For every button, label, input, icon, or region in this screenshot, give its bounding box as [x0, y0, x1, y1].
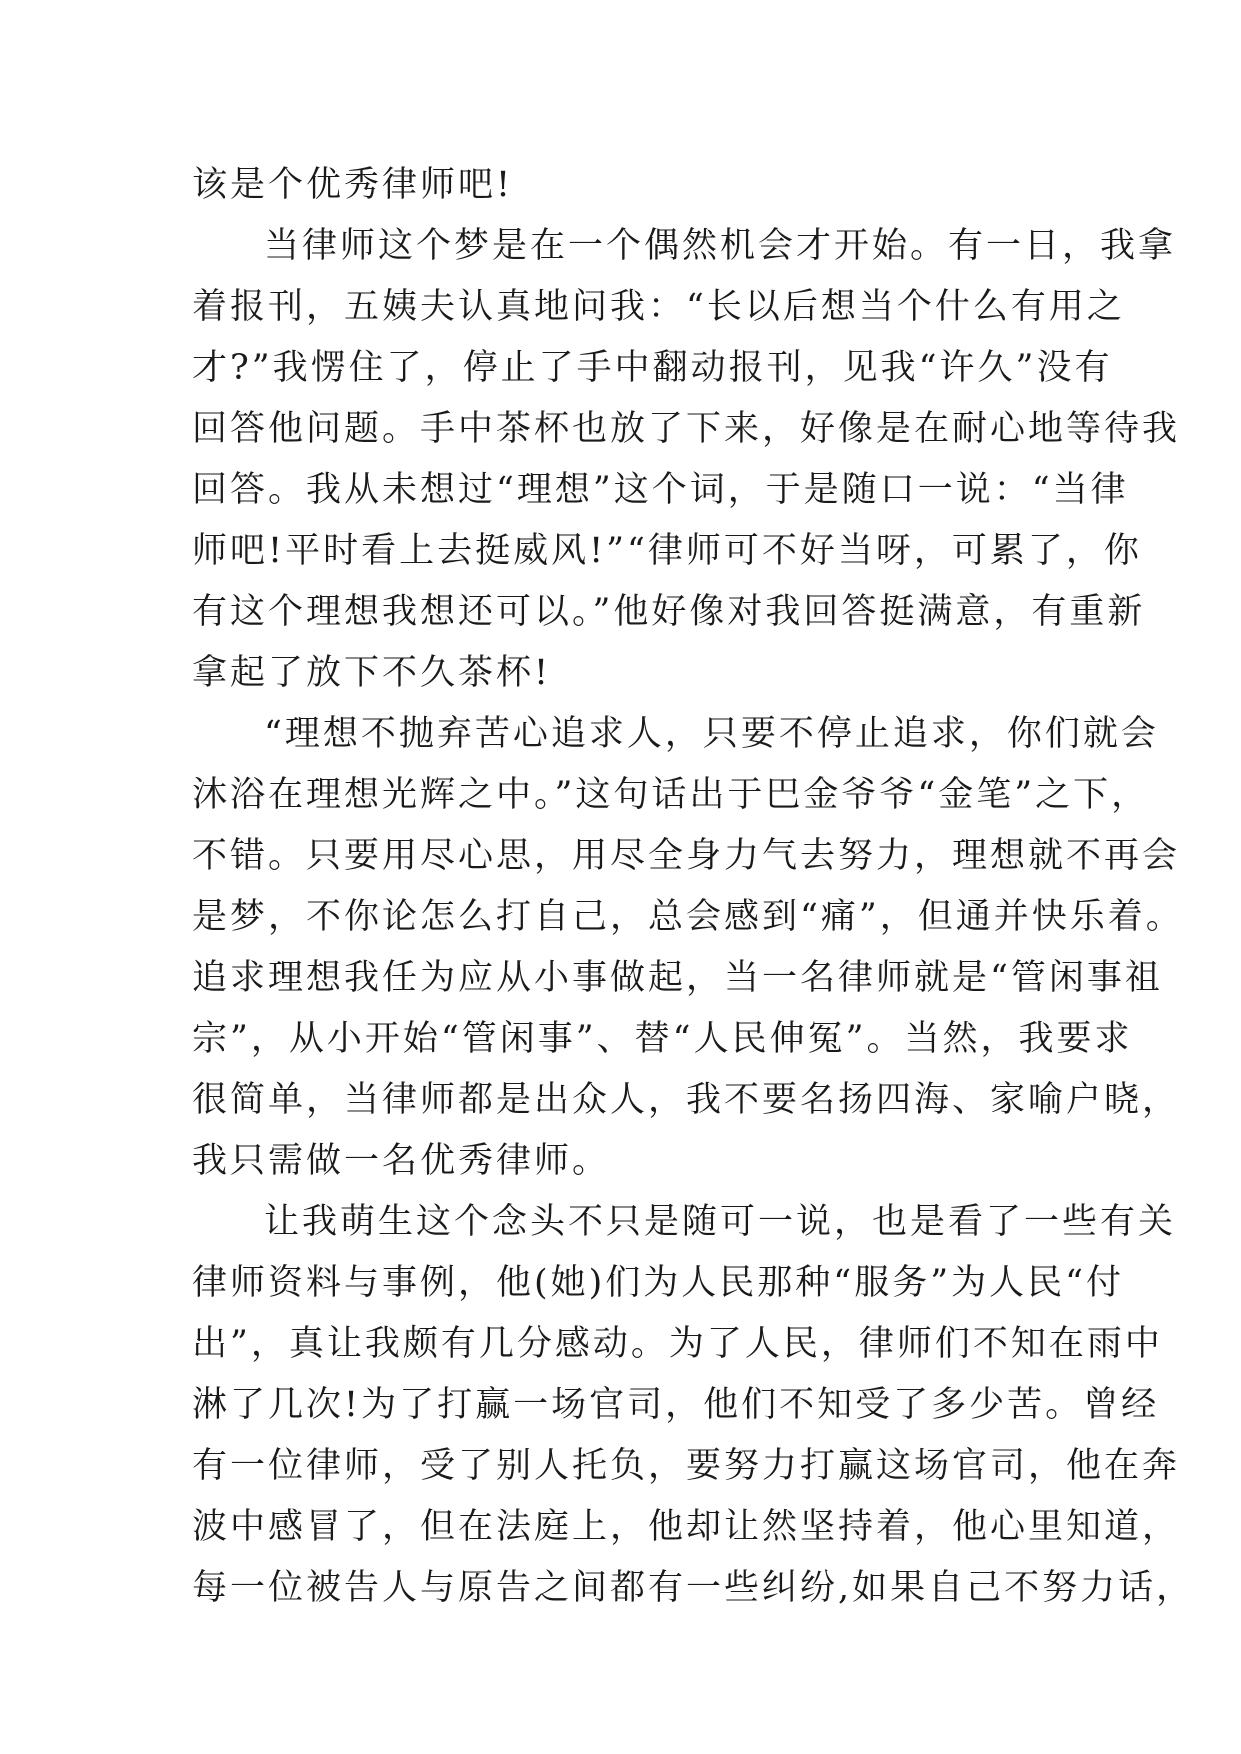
text-line: 让我萌生这个念头不只是随可一说，也是看了一些有关	[264, 1202, 1177, 1242]
text-line: 拿起了放下不久茶杯!	[192, 653, 552, 693]
text-line: 宗”，从小开始“管闲事”、替“人民伸冤”。当然，我要求	[192, 1019, 1133, 1059]
text-line: 有一位律师，受了别人托负，要努力打赢这场官司，他在奔	[192, 1446, 1181, 1486]
text-line: 才?”我愣住了，停止了手中翻动报刊，见我“许久”没有	[192, 348, 1113, 388]
text-line: 回答。我从未想过“理想”这个词，于是随口一说：“当律	[192, 470, 1129, 510]
text-line: 每一位被告人与原告之间都有一些纠纷,如果自己不努力话，	[192, 1568, 1195, 1608]
body-text	[192, 155, 1195, 1619]
text-line: 有这个理想我想还可以。”他好像对我回答挺满意，有重新	[192, 592, 1146, 632]
text-line: 当律师这个梦是在一个偶然机会才开始。有一日，我拿	[264, 226, 1177, 266]
text-line: 不错。只要用尽心思，用尽全身力气去努力，理想就不再会	[192, 836, 1181, 876]
text-line: 律师资料与事例，他(她)们为人民那种“服务”为人民“付	[192, 1263, 1124, 1303]
text-line: 回答他问题。手中茶杯也放了下来，好像是在耐心地等待我	[192, 409, 1181, 449]
text-line: 着报刊，五姨夫认真地问我：“长以后想当个什么有用之	[192, 287, 1125, 327]
text-line: 追求理想我任为应从小事做起，当一名律师就是“管闲事祖	[192, 958, 1163, 998]
text-line: 出”，真让我颇有几分感动。为了人民，律师们不知在雨中	[192, 1324, 1163, 1364]
text-line: 很简单，当律师都是出众人，我不要名扬四海、家喻户晓，	[192, 1080, 1181, 1120]
text-line: 是梦，不你论怎么打自己，总会感到“痛”，但通并快乐着。	[192, 897, 1184, 937]
text-line: 我只需做一名优秀律师。	[192, 1141, 611, 1181]
text-line: 该是个优秀律师吧!	[192, 165, 514, 205]
text-line: 波中感冒了，但在法庭上，他却让然坚持着，他心里知道，	[192, 1507, 1181, 1547]
text-line: 沐浴在理想光辉之中。”这句话出于巴金爷爷“金笔”之下，	[192, 775, 1150, 815]
text-line: 师吧!平时看上去挺威风!”“律师可不好当呀，可累了，你	[192, 531, 1142, 571]
text-line: “理想不抛弃苦心追求人，只要不停止追求，你们就会	[264, 714, 1159, 754]
text-line: 淋了几次!为了打赢一场官司，他们不知受了多少苦。曾经	[192, 1385, 1160, 1425]
